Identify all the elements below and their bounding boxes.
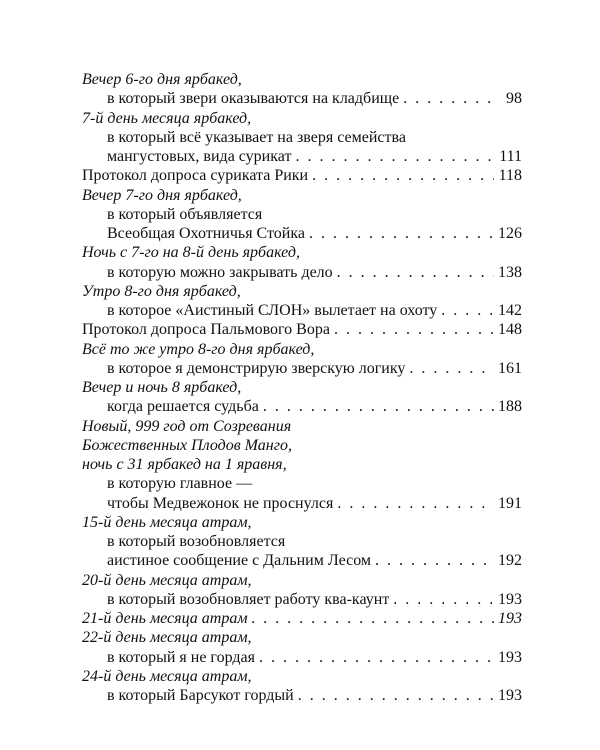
page-number: 193 — [498, 610, 522, 627]
toc-line — [82, 436, 522, 455]
toc-entry-text: Протокол допроса суриката Рики — [82, 167, 309, 185]
dot-leader — [309, 224, 494, 243]
toc-entry-text: 15-й день месяца атрам, — [82, 513, 252, 531]
toc-entry-text: 7-й день месяца ярбакед, — [82, 109, 252, 127]
toc-entry-text: чтобы Медвежонок не проснулся — [107, 494, 334, 512]
page-number: 142 — [498, 302, 522, 319]
toc-entry-text: 24-й день месяца атрам, — [82, 667, 252, 685]
toc-entry-text: когда решается судьба — [107, 398, 259, 416]
toc-line — [82, 359, 522, 378]
toc-line — [82, 128, 522, 147]
toc-entry-text: Божественных Плодов Манго, — [82, 436, 292, 454]
page-number: 138 — [498, 263, 522, 281]
toc-entry-text: 21-й день месяца атрам — [82, 610, 248, 627]
toc-entry-text: Вечер 6-го дня ярбакед, — [82, 71, 242, 88]
page-number: 193 — [498, 648, 522, 666]
dot-leader — [409, 359, 494, 378]
toc-line — [82, 628, 522, 647]
dot-leader — [312, 166, 494, 185]
toc-entry-text: мангустовых, вида сурикат — [107, 148, 292, 165]
toc-entry-text: в который я не гордая — [107, 648, 255, 666]
toc-entry-text: в которое я демонстрирую зверскую логику — [107, 359, 406, 377]
toc-line — [82, 205, 522, 224]
toc-entry-text: в который объявляется — [107, 205, 263, 223]
toc-line — [82, 224, 522, 243]
toc-entry-text: в который звери оказываются на кладбище — [107, 90, 400, 108]
toc-line — [82, 147, 522, 166]
toc-line — [82, 340, 522, 359]
dot-leader — [337, 263, 494, 282]
dot-leader — [298, 686, 494, 705]
toc-line — [82, 494, 522, 513]
page-number: 111 — [499, 148, 522, 165]
page-number: 193 — [498, 590, 522, 608]
toc-entry-text: Ночь с 7-го на 8-й день ярбакед, — [82, 244, 300, 262]
toc-line — [82, 263, 522, 282]
toc-line — [82, 397, 522, 416]
toc-line — [82, 513, 522, 532]
dot-leader — [334, 320, 494, 339]
toc-entry-text: в который всё указывает на зверя семейства — [107, 128, 406, 146]
toc-entry-text: в которую главное — — [107, 475, 253, 493]
toc-entry-text: в который Барсукот гордый — [107, 687, 294, 704]
toc-line — [82, 474, 522, 493]
toc-line — [82, 109, 522, 128]
toc-entry-text: 20-й день месяца атрам, — [82, 571, 252, 589]
toc-line — [82, 686, 522, 705]
toc-entry-text: 22-й день месяца атрам, — [82, 629, 252, 647]
dot-leader — [259, 648, 494, 667]
toc-line — [82, 609, 522, 628]
toc-entry-text: Протокол допроса Пальмового Вора — [82, 321, 330, 339]
page-number: 148 — [498, 321, 522, 339]
dot-leader — [403, 89, 494, 108]
toc-line — [82, 282, 522, 301]
table-of-contents — [82, 70, 522, 705]
toc-line — [82, 186, 522, 205]
page-number: 188 — [498, 398, 522, 416]
toc-line — [82, 70, 522, 89]
dot-leader — [375, 551, 494, 570]
dot-leader — [295, 147, 494, 166]
toc-entry-text: в которую можно закрывать дело — [107, 263, 333, 281]
page-number: 193 — [498, 687, 522, 704]
toc-line — [82, 301, 522, 320]
toc-entry-text: ночь с 31 ярбакед на 1 яравня, — [82, 456, 287, 473]
page-number: 98 — [506, 90, 522, 108]
toc-entry-text: Всё то же утро 8-го дня ярбакед, — [82, 340, 315, 358]
toc-entry-text: в которое «Аистиный СЛОН» вылетает на охоту — [107, 302, 438, 319]
dot-leader — [441, 301, 494, 320]
toc-entry-text: в который возобновляет работу ква-каунт — [107, 590, 390, 608]
toc-line — [82, 667, 522, 686]
page-number: 126 — [498, 225, 522, 242]
toc-entry-text: Утро 8-го дня ярбакед, — [82, 282, 241, 300]
page-number: 118 — [498, 167, 522, 185]
page-number: 161 — [498, 359, 522, 377]
dot-leader — [263, 397, 494, 416]
toc-entry-text: аистиное сообщение с Дальним Лесом — [107, 552, 372, 570]
toc-entry-text: Новый, 999 год от Созревания — [82, 417, 292, 435]
toc-line — [82, 590, 522, 609]
dot-leader — [252, 609, 494, 628]
toc-line — [82, 378, 522, 397]
toc-line — [82, 455, 522, 474]
toc-line — [82, 532, 522, 551]
dot-leader — [393, 590, 494, 609]
toc-line — [82, 243, 522, 262]
toc-line — [82, 417, 522, 436]
toc-entry-text: в который возобновляется — [107, 533, 286, 550]
page-number: 192 — [498, 552, 522, 570]
toc-line — [82, 320, 522, 339]
toc-line — [82, 551, 522, 570]
toc-line — [82, 166, 522, 185]
toc-entry-text: Всеобщая Охотничья Стойка — [107, 225, 305, 242]
page-number: 191 — [498, 494, 522, 512]
toc-entry-text: Вечер и ночь 8 ярбакед, — [82, 379, 242, 396]
dot-leader — [337, 494, 494, 513]
toc-line — [82, 648, 522, 667]
toc-line — [82, 571, 522, 590]
toc-entry-text: Вечер 7-го дня ярбакед, — [82, 186, 242, 204]
toc-line — [82, 89, 522, 108]
